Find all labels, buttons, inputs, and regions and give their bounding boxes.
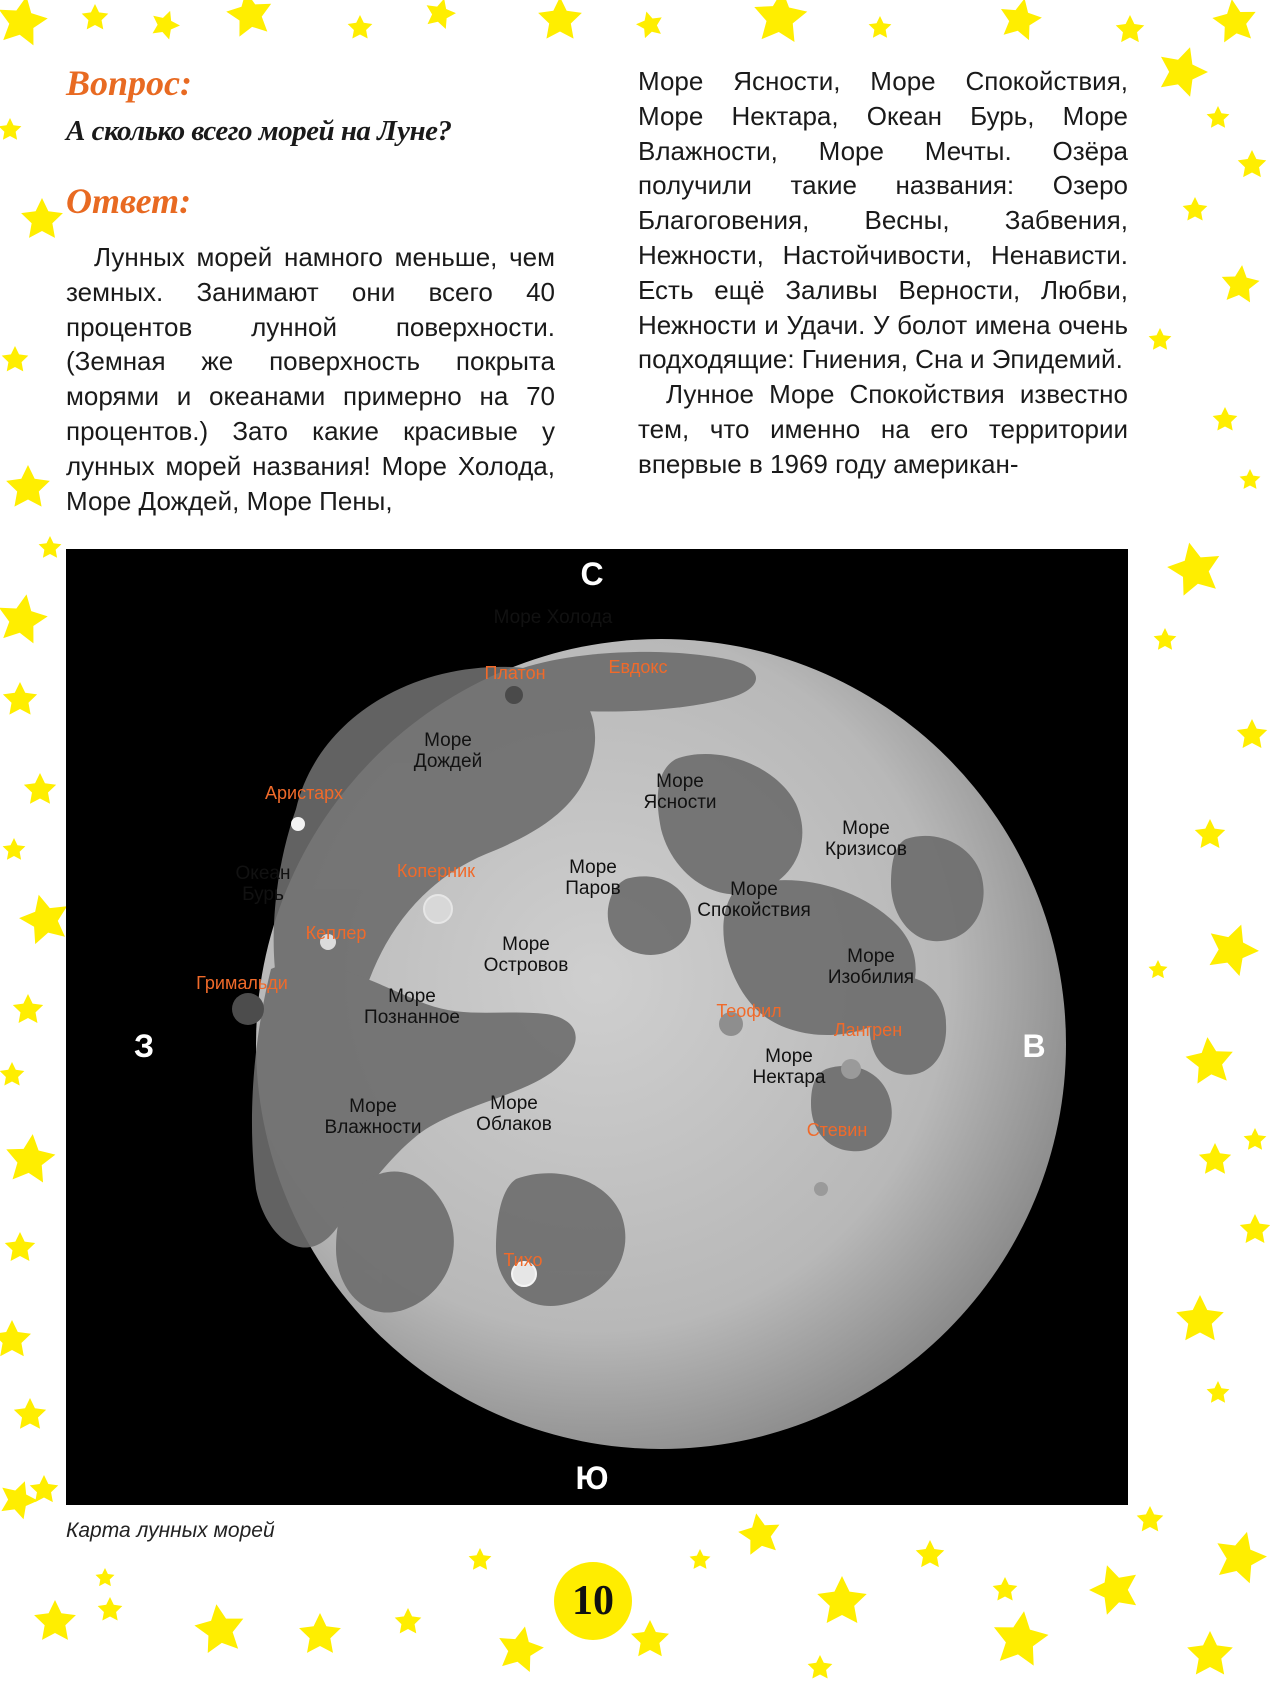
sea-label: Океан Бурь — [235, 863, 291, 905]
page-number: 10 — [554, 1562, 632, 1640]
sea-label: Море Познанное — [364, 986, 460, 1028]
crater-label: Евдокс — [608, 657, 668, 677]
crater-label: Тихо — [503, 1250, 543, 1270]
crater-label: Теофил — [716, 1001, 782, 1021]
crater-label: Коперник — [396, 861, 476, 881]
sea-label: Море Ясности — [643, 771, 717, 813]
answer-label: Ответ: — [66, 181, 192, 221]
compass-north: С — [580, 556, 604, 592]
question-label: Вопрос: — [66, 63, 192, 103]
compass-south: Ю — [575, 1460, 609, 1496]
sea-label: Море Спокойствия — [697, 879, 811, 921]
right-column — [638, 64, 1128, 482]
question-text: А сколько всего морей на Луне? — [66, 115, 452, 147]
crater-label: Лангрен — [833, 1020, 903, 1040]
compass-east: В — [1022, 1028, 1046, 1064]
right-paragraph-2: Лунное Море Спокойствия известно тем, что именно на его территории впервые в 1969 году американ- — [638, 379, 1128, 479]
left-paragraph: Лунных морей намного меньше, чем земных. Занимают они всего 40 процентов лунной поверхности. (Земная же поверхность покрыта морями и океанами примерно на 70 процентов.) Зато какие красивые у лунных морей названия! Море Холода, Море Дождей, Море Пены, — [66, 242, 555, 516]
sea-label: Море Кризисов — [825, 818, 907, 860]
right-paragraph-1: Море Ясности, Море Спокойствия, Море Нектара, Океан Бурь, Море Влажности, Море Мечты. Озёра получили такие названия: Озеро Благоговения, Весны, Забвения, Нежности, Настойчивости, Ненависти. Есть ещё Заливы Верности, Любви, Нежности и Удачи. У болот имена очень подходящие: Гниения, Сна и Эпидемий. — [638, 66, 1128, 375]
moon-map — [66, 549, 1128, 1505]
sea-label: Море Холода — [493, 607, 613, 628]
crater-label: Аристарх — [265, 783, 343, 803]
left-column — [66, 240, 555, 518]
sea-label: Море Нектара — [752, 1046, 826, 1088]
crater-label: Платон — [484, 663, 546, 683]
sea-label: Море Островов — [483, 934, 569, 976]
crater-label: Стевин — [806, 1120, 868, 1140]
crater-label: Гримальди — [196, 973, 288, 993]
sea-label: Море Облаков — [476, 1093, 552, 1135]
compass-west: З — [133, 1028, 155, 1064]
sea-label: Море Влажности — [324, 1096, 422, 1138]
map-caption: Карта лунных морей — [66, 1519, 275, 1542]
crater-label: Кеплер — [305, 923, 367, 943]
sea-label: Море Изобилия — [827, 946, 915, 988]
sea-label: Море Дождей — [413, 730, 483, 772]
sea-label: Море Паров — [565, 857, 621, 899]
